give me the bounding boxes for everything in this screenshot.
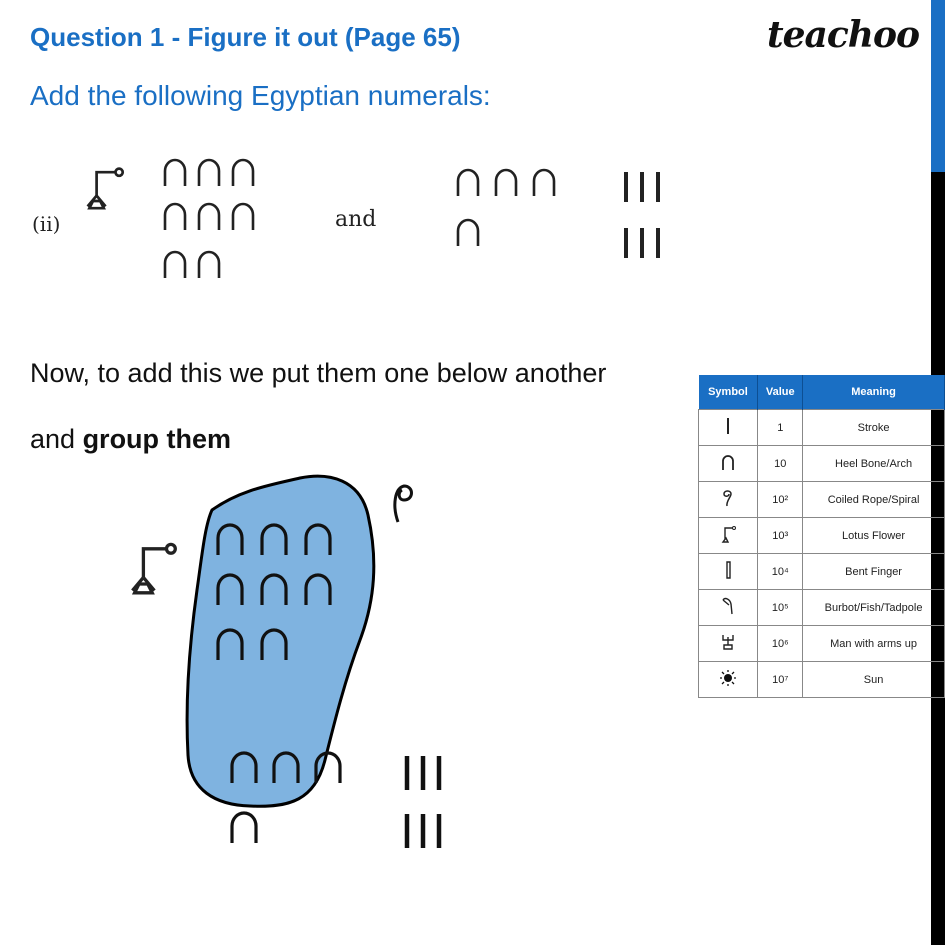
table-row	[699, 446, 945, 482]
arch-icon	[718, 451, 738, 473]
value-cell: 10³	[758, 518, 803, 554]
table-row	[699, 662, 945, 698]
value-cell: 1	[758, 410, 803, 446]
meaning-cell: Heel Bone/Arch	[803, 446, 945, 482]
table-row	[699, 590, 945, 626]
table-row	[699, 554, 945, 590]
lotus-icon-answer	[128, 540, 188, 610]
sun-icon	[718, 667, 738, 689]
meaning-cell: Sun	[803, 662, 945, 698]
header-meaning: Meaning	[803, 375, 945, 410]
table-row	[699, 518, 945, 554]
body-line-2-bold: group them	[82, 424, 232, 454]
symbol-cell	[699, 554, 758, 590]
meaning-cell: Coiled Rope/Spiral	[803, 482, 945, 518]
value-cell: 10⁵	[758, 590, 803, 626]
coiled-rope-icon	[0, 0, 1, 1]
symbol-cell	[699, 482, 758, 518]
table-row	[699, 626, 945, 662]
lotus-icon	[718, 523, 738, 545]
body-line-1: Now, to add this we put them one below another	[30, 358, 607, 388]
question-title: Question 1 - Figure it out (Page 65)	[30, 22, 461, 52]
meaning-cell: Man with arms up	[803, 626, 945, 662]
table-row	[699, 410, 945, 446]
value-cell: 10⁴	[758, 554, 803, 590]
stroke-icon	[718, 415, 738, 437]
symbol-cell	[699, 410, 758, 446]
tens-group-answer	[218, 525, 358, 855]
value-cell: 10	[758, 446, 803, 482]
symbol-cell	[699, 626, 758, 662]
meaning-cell: Burbot/Fish/Tadpole	[803, 590, 945, 626]
value-cell: 10⁶	[758, 626, 803, 662]
question-subtitle: Add the following Egyptian numerals:	[30, 80, 491, 111]
coiled-rope-icon	[718, 487, 738, 509]
meaning-cell: Lotus Flower	[803, 518, 945, 554]
symbol-cell	[699, 446, 758, 482]
and-label: and	[335, 207, 377, 232]
table-row	[699, 482, 945, 518]
teachoo-logo: teachoo	[767, 14, 919, 56]
value-cell: 10²	[758, 482, 803, 518]
man-arms-up-icon	[718, 631, 738, 653]
symbol-cell	[699, 662, 758, 698]
bent-finger-icon	[718, 559, 738, 581]
meaning-cell: Bent Finger	[803, 554, 945, 590]
meaning-cell: Stroke	[803, 410, 945, 446]
header-value: Value	[758, 375, 803, 410]
part-label: (ii)	[32, 212, 61, 236]
tadpole-icon	[718, 595, 738, 617]
header-symbol: Symbol	[699, 375, 758, 410]
body-line-2-prefix: and	[30, 424, 83, 454]
symbol-cell	[699, 590, 758, 626]
symbol-cell	[699, 518, 758, 554]
strokes-group-answer	[404, 756, 454, 856]
value-cell: 10⁷	[758, 662, 803, 698]
egyptian-numerals-table	[698, 375, 945, 698]
